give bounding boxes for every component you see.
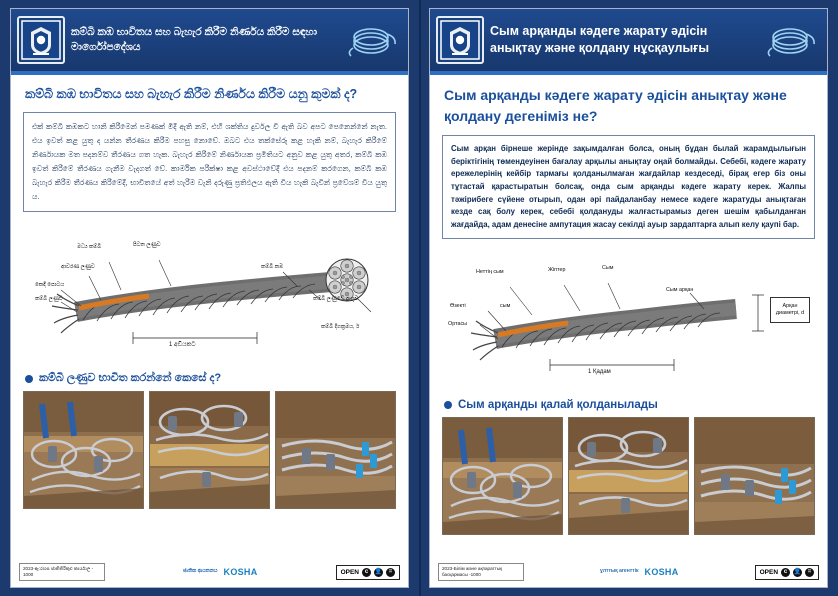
diagram-label-cover-strand: ආවරණ ලණුව [61,264,95,271]
diagram-label-core-kz: Өзекті [450,303,466,310]
bullet-icon [25,375,33,383]
panel-kazakh [419,0,838,596]
photo-heading-text: කම්බි ලණුව භාවිත කරන්නේ කෙසේ ද? [39,372,222,385]
wire-rope-sling-photo-2 [568,417,689,535]
footer-logo-primary-kazakh: ұлттық агенттік [600,568,639,575]
diagram-label-strand-element: කම්බි ලණුවේ අංශුව [313,296,359,303]
wire-rope-sling-photo-1 [23,391,144,509]
wire-rope-coil-icon [344,17,402,63]
photo-section-heading-sinhala [11,360,408,391]
diagram-label-center-kz: Ортасы [448,321,468,328]
photo-heading-text: Сым арқанды қалай қолданылады [458,399,658,412]
diagram-label-wire-rope: කම්බි කඹ [261,264,283,271]
by-icon: 👤 [793,568,802,575]
cc-icon: c [362,568,371,577]
photo-gallery-sinhala [23,391,396,509]
wire-rope-sling-photo-3 [694,417,815,535]
panel-footer-kazakh [430,557,827,587]
open-badge-label: OPEN [759,568,779,576]
section-body-sinhala: එක් කම්බි කඹකට හානි කිරීමෙන් පමණක් මිදී ඇති නම්, එහි ශක්තිය දුර්වල වී ඇති බව අපට පෙනෙන්නේ නැත. එය ඉවත් කළ යුතු ද යන්න තීරණය කිරීම පහසු නොවේ. ඔබට එය තක්සේරු කළ හැකි නම්, බැහැර කිරීමේ නිර්ණායක මත පදනම්ව තීරණය ගත හැක. බැහැර කිරීමේ නිර්ණායක ප්‍රමිතියට අනුව කළ යුතු අතර, කම්බි කඹ ඉවත් කිරීමේ තීරණය ගැනීම වැදගත් වේ. කාර්මික පරීක්ෂා කළ අවස්ථාවේදී එය පදනම් කරගෙන, කම්බි කඹ බැහැර කිරීම තීරණය කිරීමේදී, භාවිතයේ අත් හැරීම වැනි දරුණු ප්‍රතිඵලය ඇති විය හැකි බැවින් ප්‍රවේශම් විය යුතු ය. [23,112,396,212]
photo-section-heading-kazakh [430,387,827,417]
open-badge-label: OPEN [340,568,359,576]
header-title-sinhala: කම්බි කඹ භාවිතය සහ බැහැර කිරීම නිර්ණය කිරීම සඳහා මාර්ගෝපදේශය [71,25,318,53]
panel-header-sinhala [11,9,408,71]
diagram-label-outer-strand: පිටත ලණුව [133,242,161,249]
diagram-label-fiber-core: කෙඳි පොටය [35,282,65,289]
wire-rope-sling-photo-1 [442,417,563,535]
ministry-crest-icon [436,16,484,64]
diagram-label-core-wire: මධ්‍ය කම්බි [77,244,102,251]
diagram-label-wire-small-kz: сым [500,303,511,310]
footer-logo-secondary-kazakh: KOSHA [644,567,679,577]
nd-icon: = [386,568,395,577]
panel-divider [419,0,421,596]
diagram-label-wire-rope-kz: Сым арқан [666,287,694,294]
diagram-pitch-label: 1 අඩියකට [169,342,196,349]
section-body-kazakh: Сым арқан бірнеше жерінде зақымдалған болса, оның бұдан былай жарамдылығын беріктігінің төмендеуінен бағалау арқылы анықтау оңай болмайды. Себебі, кәдеге жарату ережелерінің кейбір тармағы қолданылмаған жағдайлар кездеседі, бірақ егер біз оны тұтастай қарастыратын болсақ, онда сым арқанды кәдеге жарату керек. Жалпы тәжірибеге сүйене отырып, одан әрі пайдаланбау немесе кәдеге жаратуды анықтаған кезде сақ болу керек, себебі қолдануды жалғастырамыз деген шешім қабылданған жағдайда, адам денесіне ампутация жасау секілді ауыр зардаптарға алып келу қаупі бар. [442,135,815,239]
footer-logo-primary-sinhala: ජාතික ආයතනය [183,568,218,575]
header-title-kazakh: Сым арқанды кәдеге жарату әдісін анықтау және қолдану нұсқаулығы [490,24,710,55]
open-license-badge-sinhala [336,565,400,580]
photo-gallery-kazakh [442,417,815,535]
ministry-crest-icon [17,16,65,64]
nd-icon: = [805,568,814,577]
wire-rope-sling-photo-3 [275,391,396,509]
cc-icon: c [781,568,790,577]
diagram-label-cross-section: කම්බි දිගක්‍රමය, ර් [321,324,360,331]
diagram-label-rope-diameter-kz: Арқан диаметрі, d [770,297,810,323]
diagram-label-core-wire-kz: Неттің сым [476,269,504,276]
section-title-kazakh: Сым арқанды кәдеге жарату әдісін анықтау және қолдану дегеніміз не? [444,87,787,124]
section-title-sinhala: කම්බි කඹ භාවිතය සහ බැහැර කිරීම නිර්ණය කිරීම යනු කුමක් ද? [25,87,358,101]
wire-rope-diagram-sinhala [21,220,398,360]
wire-rope-sling-photo-2 [149,391,270,509]
panel-header-kazakh [430,9,827,71]
footer-code-sinhala: 2023-ඇ:රහස ජාතිතිරිකුළු කාර්යාල - 1000 [19,563,105,582]
open-license-badge-kazakh [755,565,819,580]
by-icon: 👤 [374,568,383,575]
bullet-icon [444,401,452,409]
diagram-label-strands-kz: Жіптер [548,267,566,274]
wire-rope-diagram-kazakh [440,247,817,387]
footer-logo-secondary-sinhala: KOSHA [223,567,258,577]
panel-footer-sinhala [11,557,408,587]
footer-code-kazakh: 2023-Білім және ақпараттық басқармасы -1000 [438,563,524,582]
diagram-pitch-label-kz: 1 Қадам [588,369,611,376]
diagram-label-wire-kz: Сым [602,265,614,272]
wire-rope-coil-icon [763,17,821,63]
diagram-label-wire-strand: කම්බි ලණුව [35,296,63,303]
